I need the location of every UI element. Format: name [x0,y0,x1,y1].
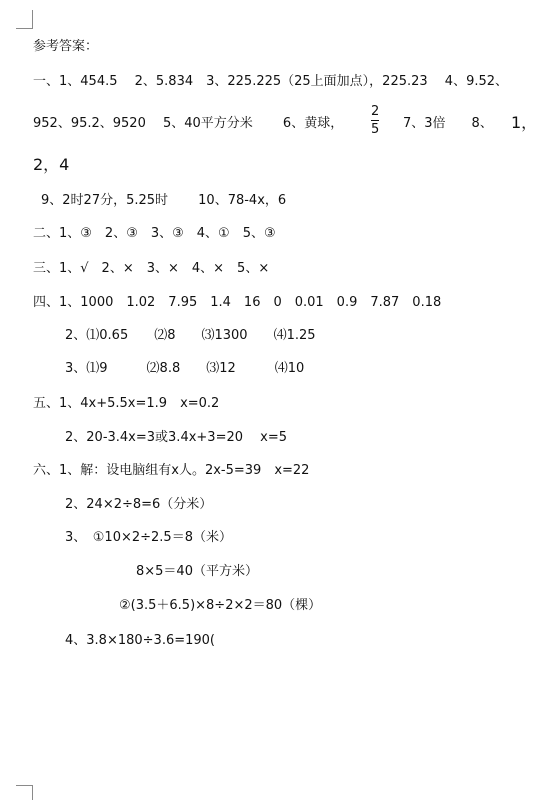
fraction-two-fifths [371,104,379,137]
fraction-denominator: 5 [371,122,380,137]
section-6-line-3: 3、 ①10×2÷2.5＝8（米） [65,530,232,545]
section-1-line-2-continued: 7、3倍 8、 [403,116,493,131]
section-5-line-2: 2、20-3.4x=3或3.4x+3=20 x=5 [65,430,287,445]
section-4-line-1: 四、1、1000 1.02 7.95 1.4 16 0 0.01 0.9 7.87 0.18 [33,295,442,310]
section-6-line-4: 8×5＝40（平方米） [136,564,258,579]
section-6-line-6: 4、3.8×180÷3.6=190( [65,633,215,648]
section-4-line-3: 3、⑴9 ⑵8.8 ⑶12 ⑷10 [65,361,305,376]
section-6-line-5: ②(3.5＋6.5)×8÷2×2＝80（棵） [119,598,322,613]
section-6-line-2: 2、24×2÷8=6（分米） [65,497,213,512]
section-1-line-4: 9、2时27分，5.25时 10、78-4x，6 [41,193,287,208]
section-1-line-1: 一、1、454.5 2、5.834 3、225.225（25上面加点），225.23 4、9.52、 [33,74,509,89]
top-left-crop-mark [16,10,33,29]
answer-title: 参考答案： [33,39,99,54]
section-6-line-1: 六、1、解：设电脑组有x人。2x-5=39 x=22 [33,463,310,478]
fraction-bar [371,120,379,121]
section-1-line-2: 952、95.2、9520 5、40平方分米 6、黄球， [33,116,344,131]
bottom-left-crop-mark [16,785,33,800]
section-4-line-2: 2、⑴0.65 ⑵8 ⑶1300 ⑷1.25 [65,328,316,343]
section-3-line-1: 三、1、√ 2、× 3、× 4、× 5、× [33,261,270,276]
section-2-line-1: 二、1、③ 2、③ 3、③ 4、① 5、③ [33,226,276,241]
section-1-line-2-answer: 1， [511,113,538,132]
fraction-numerator: 2 [371,104,380,119]
section-5-line-1: 五、1、4x+5.5x=1.9 x=0.2 [33,396,220,411]
section-1-line-3: 2，4 [33,155,70,174]
